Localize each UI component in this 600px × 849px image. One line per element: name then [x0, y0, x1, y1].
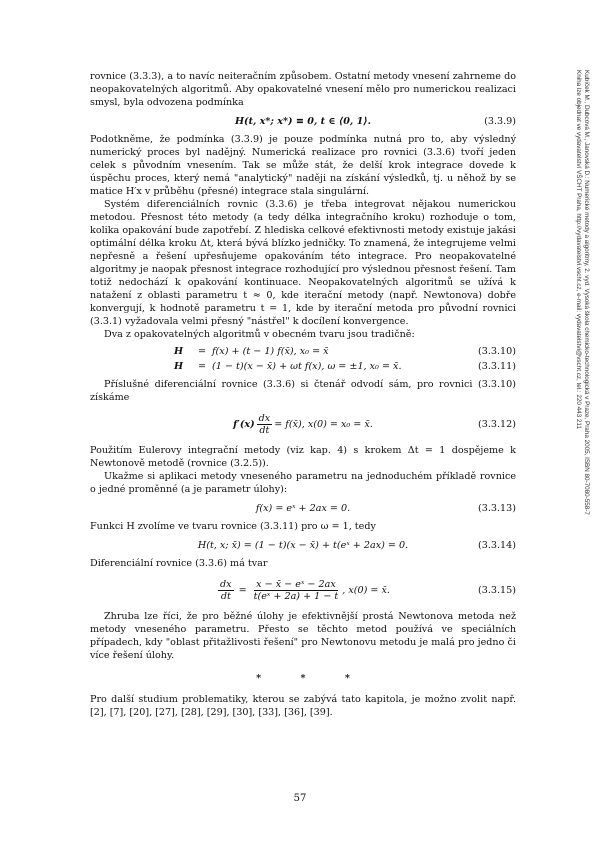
equation-number: (3.3.11) — [477, 361, 516, 372]
equation-3-3-12 — [90, 411, 516, 437]
paragraph: Dva z opakovatelných algoritmů v obecném tvaru jsou tradičně: — [104, 329, 415, 340]
equation-3-3-15 — [90, 577, 516, 603]
equation-number: (3.3.15) — [477, 584, 516, 596]
paragraph: Podotkněme, že podmínka (3.3.9) je pouze podmínka nutná pro to, aby výsledný numerický proces byl nadějný. Numerická realizace pro rovnici (3.3.6) tvoří jeden celek s původním vnesením. Tak se může stát, že delší krok integrace dovede k úspěchu proces, který nemá "analytický" naději na získání výsledků, tj. u něhož by se matice H′x v průběhu (přesné) integrace stala singulární. — [90, 134, 516, 197]
paragraph: Příslušné diferenciální rovnice (3.3.6) si čtenář odvodí sám, pro rovnici (3.3.10) získáme — [90, 379, 516, 403]
denominator: dt — [259, 424, 270, 436]
equation-pre: f′(x) — [233, 418, 255, 430]
equation-body: H(t, x*; x*) ≡ 0, t ∈ ⟨0, 1⟩. — [234, 115, 372, 127]
paragraph: Diferenciální rovnice (3.3.6) má tvar — [90, 558, 268, 569]
fraction — [218, 579, 234, 602]
paragraph: Pro další studium problematiky, kterou se zabývá tato kapitola, je možno zvolit např. [2], [7], [20], [27], [28], [29], [30], [33], [36], [39]. — [90, 694, 516, 718]
side-note-line: Kniha lze objednat ve vydavatelství VŠCHT Praha, http://vydavatelstvi.vscht.cz, e-mail: vydavatelstvi@vscht.cz, tel.: 220 443 211 — [575, 70, 582, 429]
equation-3-3-13 — [90, 501, 516, 515]
equation-3-3-14 — [90, 538, 516, 552]
equation-body: f(x) = eˣ + 2ax = 0. — [255, 502, 351, 514]
paragraph: Funkci H zvolíme ve tvaru rovnice (3.3.11) pro ω = 1, tedy — [90, 521, 376, 532]
equation-rhs: (1 − t)(x − x̄) + ωt f(x), ω = ±1, x₀ = x̄. — [212, 361, 402, 372]
denominator: dt — [220, 590, 231, 602]
equation-number: (3.3.13) — [477, 502, 516, 514]
equation-3-3-10 — [90, 345, 516, 358]
section-separator: * * * — [256, 673, 368, 684]
equation-body: H(t, x; x̄) = (1 − t)(x − x̄) + t(eˣ + 2ax) = 0. — [197, 539, 409, 551]
denominator: t(eˣ + 2a) + 1 − t — [253, 590, 339, 602]
equation-lhs: H — [174, 346, 184, 357]
equation-equals: = — [238, 584, 247, 596]
equation-equals: = — [198, 361, 207, 372]
equation-number: (3.3.10) — [477, 346, 516, 357]
equation-number: (3.3.9) — [484, 115, 516, 127]
equation-post: = f(x̄), x(0) = x₀ = x̄. — [274, 418, 373, 430]
numerator: dx — [220, 578, 232, 590]
numerator: x − x̄ − eˣ − 2ax — [256, 578, 336, 590]
page-number: 57 — [293, 793, 307, 804]
side-note — [574, 70, 590, 630]
fraction — [252, 579, 341, 602]
paragraph: Ukažme si aplikaci metody vneseného parametru na jednoduchém příkladě rovnice o jedné proměnné (a je parametr úlohy): — [90, 471, 516, 495]
equation-3-3-11 — [90, 360, 516, 373]
paragraph: rovnice (3.3.3), a to navíc neiteračním způsobem. Ostatní metody vnesení zahrneme do neopakovatelných algoritmů. Aby opakovatelné vnesení mělo pro numerickou realizaci smysl, byla odvozena podmínka — [90, 71, 516, 108]
numerator: dx — [258, 412, 271, 424]
equation-3-3-9 — [90, 114, 516, 128]
equation-rhs: f(x) + (t − 1) f(x̄), x₀ = x̄ — [212, 346, 329, 357]
equation-number: (3.3.14) — [477, 539, 516, 551]
paragraph: Použitím Eulerovy integrační metody (viz kap. 4) s krokem Δt = 1 dospějeme k Newtonově metodě (rovnice (3.2.5)). — [90, 445, 516, 469]
equation-lhs: H — [174, 361, 184, 372]
equation-number: (3.3.12) — [477, 418, 516, 430]
paragraph: Systém diferenciálních rovnic (3.3.6) je třeba integrovat nějakou numerickou metodou. Přesnost této metody (a tedy délka integračního kroku) rozhoduje o tom, kolika opakování bude zapotřebí. Z hlediska celkové efektivnosti metody existuje jakási optimální délka kroku Δt, která bývá blízko jedničky. To znamená, že integrujeme velmi nepřesně a řešení upřesňujeme opakováním této integrace. Pro neopakovatelné algoritmy je naopak přesnost integrace rozhodující pro výslednou přesnost řešení. Tam totiž nedochází k opakování kontinuace. Neopakovatelných algoritmů se užívá k natažení z oblasti parametru t ≈ 0, kde iterační metody (např. Newtonova) dobře konvergují, k hodnotě parametru t = 1, kde by iterační metoda pro původní rovnici (3.3.1) vyžadovala velmi přesný "nástřel" k docílení konvergence. — [90, 199, 516, 327]
fraction — [257, 413, 273, 436]
side-note-line: Kubíček M., Dubcová M., Janovská D.: Numerické metody a algoritmy, 2. vyd. Vysoká škola chemicko-technologická v Praze, Praha 2005, ISBN 80-7080-558-7 — [583, 70, 590, 515]
paragraph: Zhruba lze říci, že pro běžné úlohy je efektivnější prostá Newtonova metoda než metody vneseného parametru. Přesto se těchto metod používá ve speciálních případech, kdy "oblast přitažlivosti řešení" pro Newtonovu metodu je malá pro jedno či více řešení úlohy. — [90, 611, 516, 661]
body-text — [90, 70, 516, 719]
equation-post: , x(0) = x̄. — [342, 584, 390, 596]
equation-equals: = — [198, 346, 207, 357]
